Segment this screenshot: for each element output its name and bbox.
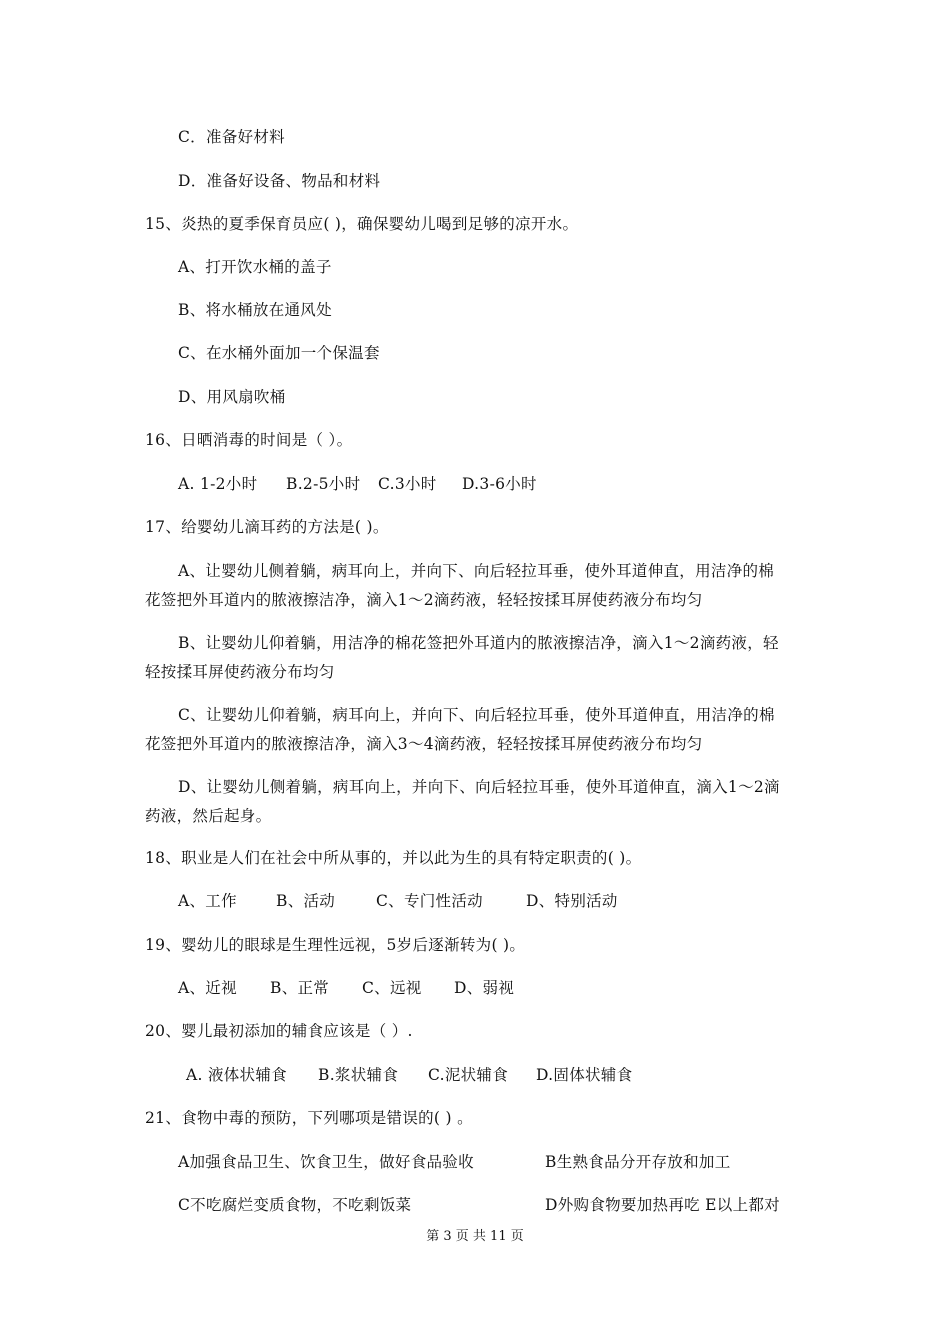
q15-option-c: C、在水桶外面加一个保温套 — [178, 344, 380, 362]
q17-option-c-line2: 花签把外耳道内的脓液擦洁净，滴入3～4滴药液，轻轻按揉耳屏使药液分布均匀 — [145, 735, 703, 753]
q17-option-a-line2: 花签把外耳道内的脓液擦洁净，滴入1～2滴药液，轻轻按揉耳屏使药液分布均匀 — [145, 591, 703, 609]
q21-option-b: B生熟食品分开存放和加工 — [545, 1153, 731, 1171]
q18-option-d: D、特别活动 — [526, 892, 618, 910]
q18-option-a: A、工作 — [178, 892, 237, 910]
q16-option-b: B.2-5小时 — [286, 475, 361, 493]
q17-option-d-line2: 药液，然后起身。 — [145, 807, 272, 825]
q20-option-d: D.固体状辅食 — [536, 1066, 633, 1084]
q20-stem: 20、婴儿最初添加的辅食应该是（ ）. — [145, 1022, 413, 1040]
q15-option-a: A、打开饮水桶的盖子 — [178, 258, 332, 276]
q20-options — [186, 1065, 632, 1085]
q19-stem: 19、婴幼儿的眼球是生理性远视，5岁后逐渐转为( )。 — [145, 936, 526, 954]
q15-option-b: B、将水桶放在通风处 — [178, 301, 332, 319]
q18-stem: 18、职业是人们在社会中所从事的，并以此为生的具有特定职责的( )。 — [145, 849, 642, 867]
q17-option-b-line1: B、让婴幼儿仰着躺，用洁净的棉花签把外耳道内的脓液擦洁净，滴入1～2滴药液，轻 — [178, 634, 779, 652]
q16-stem: 16、日晒消毒的时间是（ ）。 — [145, 431, 353, 449]
q21-option-c: C不吃腐烂变质食物，不吃剩饭菜 — [178, 1196, 412, 1214]
q16-options — [178, 474, 537, 494]
page-footer: 第 3 页 共 11 页 — [426, 1229, 524, 1244]
q15-option-d: D、用风扇吹桶 — [178, 388, 286, 406]
q19-option-a: A、近视 — [178, 979, 237, 997]
q20-option-a: A. 液体状辅食 — [186, 1066, 287, 1084]
q14-option-d: D．准备好设备、物品和材料 — [178, 172, 381, 190]
q18-options — [178, 891, 618, 911]
q20-option-b: B.浆状辅食 — [318, 1066, 399, 1084]
q18-option-c: C、专门性活动 — [376, 892, 483, 910]
q16-option-c: C.3小时 — [378, 475, 437, 493]
q16-option-a: A. 1-2小时 — [178, 475, 258, 493]
q21-stem: 21、食物中毒的预防，下列哪项是错误的( ) 。 — [145, 1109, 473, 1127]
q17-option-a-line1: A、让婴幼儿侧着躺，病耳向上，并向下、向后轻拉耳垂，使外耳道伸直，用洁净的棉 — [178, 562, 775, 580]
q19-option-b: B、正常 — [270, 979, 330, 997]
q19-option-c: C、远视 — [362, 979, 422, 997]
q17-option-c-line1: C、让婴幼儿仰着躺，病耳向上，并向下、向后轻拉耳垂，使外耳道伸直，用洁净的棉 — [178, 706, 775, 724]
q15-stem: 15、炎热的夏季保育员应( )，确保婴幼儿喝到足够的凉开水。 — [145, 215, 579, 233]
q14-option-c: C．准备好材料 — [178, 128, 285, 146]
q18-option-b: B、活动 — [276, 892, 336, 910]
q17-stem: 17、给婴幼儿滴耳药的方法是( )。 — [145, 518, 389, 536]
q19-options — [178, 978, 514, 998]
q21-option-a: A加强食品卫生、饮食卫生，做好食品验收 — [178, 1153, 474, 1171]
q17-option-d-line1: D、让婴幼儿侧着躺，病耳向上，并向下、向后轻拉耳垂，使外耳道伸直，滴入1～2滴 — [178, 778, 780, 796]
q21-option-d-e: D外购食物要加热再吃 E以上都对 — [545, 1196, 780, 1214]
q20-option-c: C.泥状辅食 — [428, 1066, 509, 1084]
q17-option-b-line2: 轻按揉耳屏使药液分布均匀 — [145, 663, 335, 681]
q19-option-d: D、弱视 — [454, 979, 515, 997]
q16-option-d: D.3-6小时 — [462, 475, 537, 493]
